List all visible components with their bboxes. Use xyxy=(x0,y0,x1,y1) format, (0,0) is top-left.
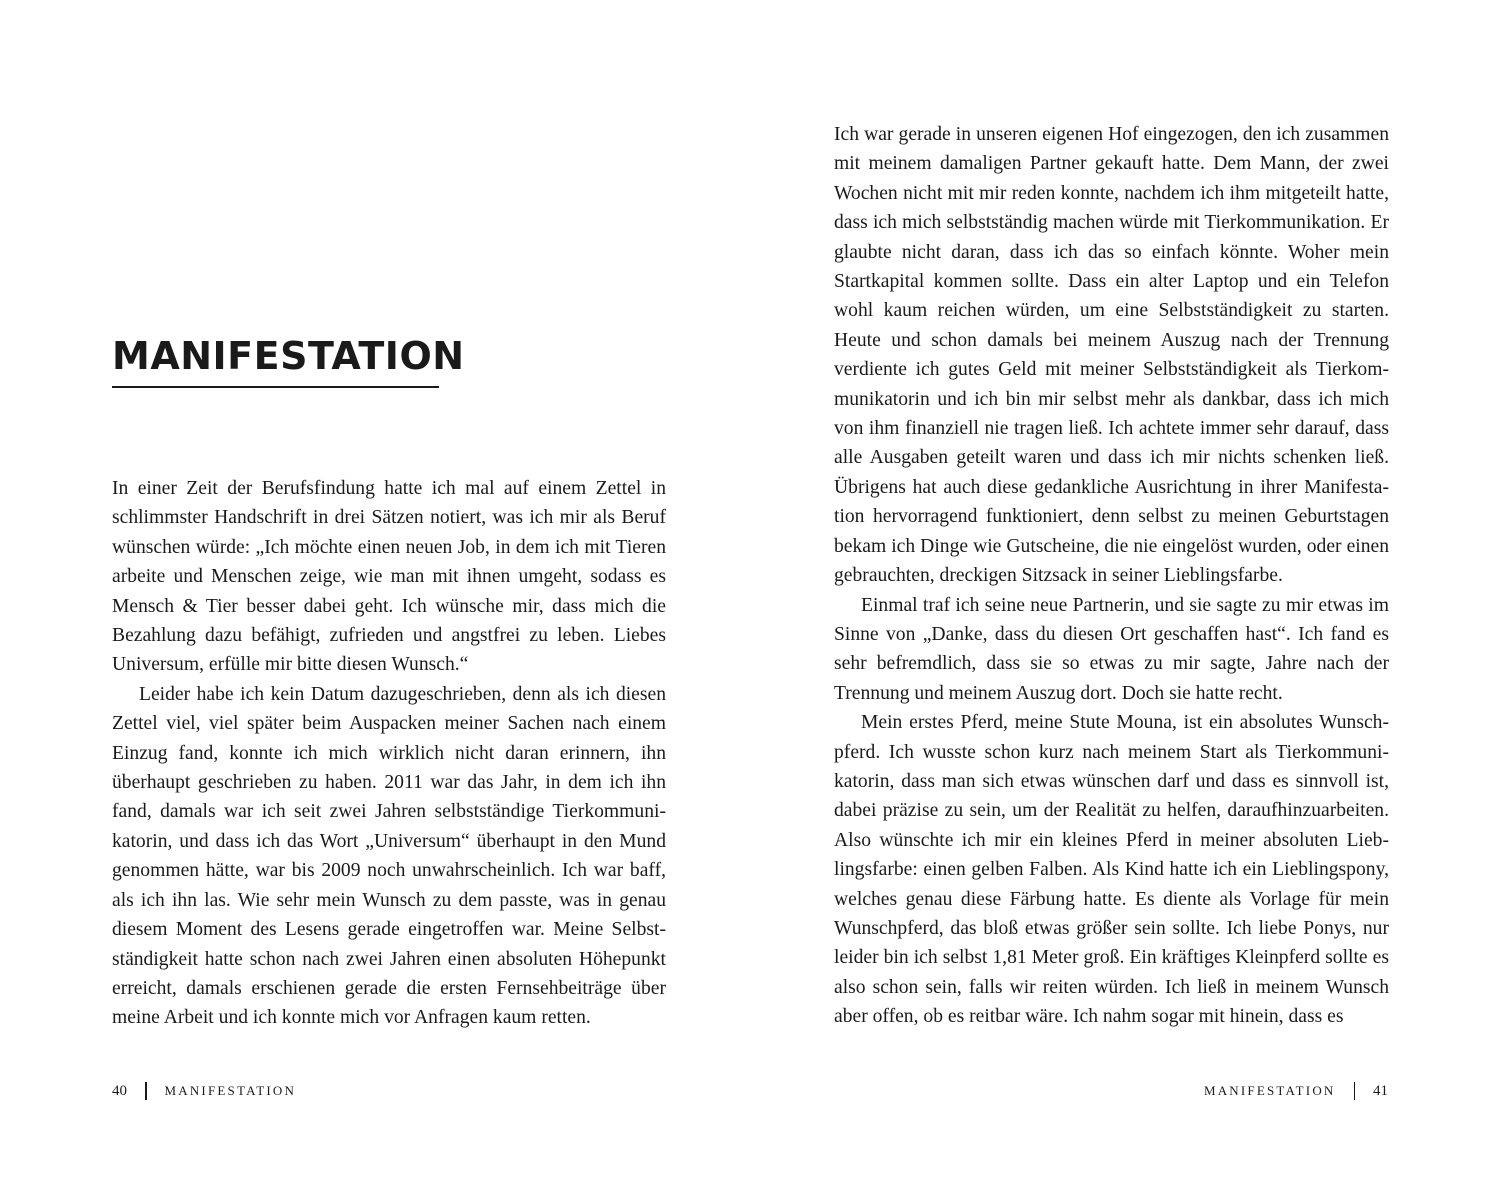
right-page xyxy=(750,0,1500,1195)
paragraph: In einer Zeit der Berufsfindung hatte ich mal auf einem Zettel in schlimmster Handschrift in drei Sätzen notiert, was ich mir als Beruf wünschen würde: „Ich möchte einen neuen Job, in dem ich mit Tieren arbeite und Menschen zeige, wie man mit ihnen umgeht, sodass es Mensch & Tier besser dabei geht. Ich wünsche mir, dass mich die Bezahlung dazu befähigt, zufrieden und angstfrei zu leben. Liebes Universum, erfülle mir bitte diesen Wunsch.“ xyxy=(112,478,666,676)
left-page-body xyxy=(112,474,666,1033)
running-head: MANIFESTATION xyxy=(164,1083,297,1098)
left-page-footer xyxy=(112,1078,296,1104)
running-head: MANIFESTATION xyxy=(1203,1083,1336,1098)
paragraph: Einmal traf ich seine neue Partnerin, und sie sagte zu mir etwas im Sinne von „Danke, dass du diesen Ort geschaffen hast“. Ich fand es sehr befremdlich, dass sie so etwas zu mir sagte, Jahre nach der Trennung und meinem Auszug dort. Doch sie hatte recht. xyxy=(834,594,1389,704)
page-number: 41 xyxy=(1373,1082,1388,1099)
paragraph: Leider habe ich kein Datum dazugeschrieben, denn als ich diesen Zettel viel, viel später beim Auspacken meiner Sachen nach einem Einzug fand, konnte ich mich wirklich nicht daran erinnern, ihn überhaupt geschrieben zu haben. 2011 war das Jahr, in dem ich ihn fand, damals war ich seit zwei Jahren selbstständige Tierkommunikatorin, und dass ich das Wort „Universum“ überhaupt in den Mund genommen hätte, war bis 2009 noch unwahrscheinlich. Ich war baff, als ich ihn las. Wie sehr mein Wunsch zu dem passte, was in genau diesem Moment des Lesens gerade eingetroffen war. Meine Selbstständigkeit hatte schon nach zwei Jahren einen absoluten Höhepunkt erreicht, damals erschienen gerade die ersten Fernsehbeiträge über meine Arbeit und ich konnte mich vor Anfragen kaum retten. xyxy=(112,683,666,1029)
paragraph: Ich war gerade in unseren eigenen Hof eingezogen, den ich zusammen mit meinem damaligen Partner gekauft hatte. Dem Mann, der zwei Wochen nicht mit mir reden konnte, nachdem ich ihm mitgeteilt hatte, dass ich mich selbstständig machen würde mit Tierkommunikation. Er glaubte nicht daran, dass ich das so einfach könnte. Woher mein Startkapital kommen sollte. Dass ein alter Laptop und ein Telefon wohl kaum reichen würden, um eine Selbstständigkeit zu starten. Heute und schon damals bei meinem Auszug nach der Trennung verdiente ich gutes Geld mit meiner Selbstständigkeit als Tierkommunikatorin und ich bin mir selbst mehr als dankbar, dass ich mich von ihm finanziell nie tragen ließ. Ich achtete immer sehr darauf, dass alle Ausgaben geteilt waren und dass ich mir nichts schenken ließ. Übrigens hat auch diese gedankliche Ausrichtung in ihrer Manifestation hervorragend funktioniert, denn selbst zu meinen Geburtstagen bekam ich Dinge wie Gutscheine, die nie eingelöst wurden, oder einen gebrauchten, dreckigen Sitzsack in seiner Lieblingsfarbe. xyxy=(834,124,1389,587)
right-page-body xyxy=(834,120,1389,1032)
footer-divider xyxy=(1354,1082,1356,1100)
chapter-title: MANIFESTATION xyxy=(112,330,439,388)
right-page-footer xyxy=(1204,1078,1388,1104)
footer-divider xyxy=(145,1082,147,1100)
page-number: 40 xyxy=(112,1082,127,1099)
paragraph: Mein erstes Pferd, meine Stute Mouna, ist ein absolutes Wunschpferd. Ich wusste schon kurz nach meinem Start als Tierkommunikatorin, dass man sich etwas wünschen darf und dass es sinnvoll ist, dabei präzise zu sein, um der Realität zu helfen, daraufhinzuarbeiten. Also wünschte ich mir ein kleines Pferd in meiner absoluten Lieblingsfarbe: einen gelben Falben. Als Kind hatte ich ein Lieblingspony, welches genau diese Färbung hatte. Es diente als Vorlage für mein Wunschpferd, das bloß etwas größer sein sollte. Ich liebe Ponys, nur leider bin ich selbst 1,81 Meter groß. Ein kräftiges Kleinpferd sollte es also schon sein, falls wir reiten würden. Ich ließ in meinem Wunsch aber offen, ob es reitbar wäre. Ich nahm sogar mit hinein, dass es xyxy=(834,712,1389,1028)
